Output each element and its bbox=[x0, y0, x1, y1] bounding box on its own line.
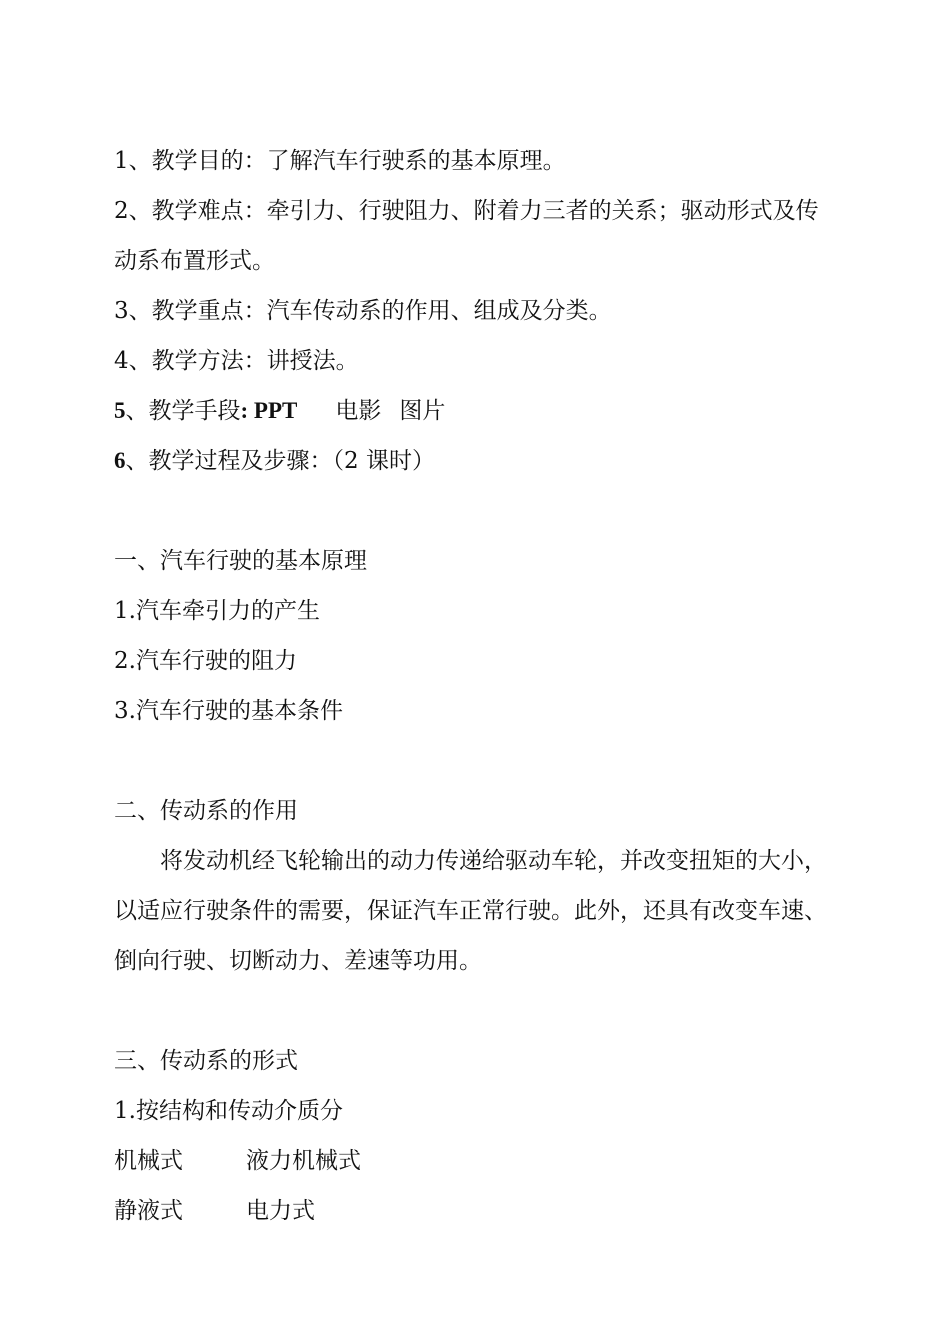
type-mechanical: 机械式 bbox=[114, 1148, 183, 1174]
transmission-types-row1 bbox=[114, 1136, 844, 1186]
section2-paragraph-line2: 以适应行驶条件的需要，保证汽车正常行驶。此外，还具有改变车速、 bbox=[114, 898, 827, 924]
type-electric: 电力式 bbox=[246, 1198, 315, 1224]
section2-paragraph-line3: 倒向行驶、切断动力、差速等功用。 bbox=[114, 948, 482, 974]
teaching-means-number: 5 bbox=[114, 398, 126, 423]
teaching-key-points: 3、教学重点：汽车传动系的作用、组成及分类。 bbox=[114, 298, 612, 324]
teaching-difficulty-line1: 2、教学难点：牵引力、行驶阻力、附着力三者的关系；驱动形式及传 bbox=[114, 198, 819, 224]
section1-item: 3.汽车行驶的基本条件 bbox=[114, 698, 343, 724]
section2-title: 二、传动系的作用 bbox=[114, 798, 298, 824]
spacer bbox=[114, 736, 844, 786]
teaching-difficulty-line2: 动系布置形式。 bbox=[114, 248, 275, 274]
teaching-process-number: 6 bbox=[114, 448, 126, 473]
section3-title: 三、传动系的形式 bbox=[114, 1048, 298, 1074]
section1-item: 1.汽车牵引力的产生 bbox=[114, 598, 320, 624]
section1-title: 一、汽车行驶的基本原理 bbox=[114, 548, 367, 574]
section2-paragraph-line1: 将发动机经飞轮输出的动力传递给驱动车轮，并改变扭矩的大小， bbox=[160, 848, 827, 874]
section3-subtitle: 1.按结构和传动介质分 bbox=[114, 1098, 343, 1124]
teaching-means-colon: : bbox=[240, 398, 249, 423]
teaching-process-label: 、教学过程及步骤：（2 课时） bbox=[125, 448, 435, 474]
transmission-types-row2 bbox=[114, 1186, 844, 1236]
teaching-process bbox=[114, 436, 844, 486]
teaching-method: 4、教学方法：讲授法。 bbox=[114, 348, 359, 374]
teaching-means bbox=[114, 386, 844, 436]
spacer bbox=[114, 486, 844, 536]
spacer bbox=[114, 986, 844, 1036]
teaching-means-pictures: 图片 bbox=[399, 398, 446, 424]
teaching-means-ppt: PPT bbox=[248, 398, 298, 423]
type-hydrostatic: 静液式 bbox=[114, 1198, 183, 1224]
teaching-goal: 1、教学目的：了解汽车行驶系的基本原理。 bbox=[114, 148, 566, 174]
section1-item: 2.汽车行驶的阻力 bbox=[114, 648, 297, 674]
document-page bbox=[114, 136, 844, 1236]
teaching-means-label: 、教学手段 bbox=[125, 398, 241, 424]
teaching-means-film: 电影 bbox=[335, 398, 382, 424]
type-hydromechanical: 液力机械式 bbox=[246, 1148, 361, 1174]
